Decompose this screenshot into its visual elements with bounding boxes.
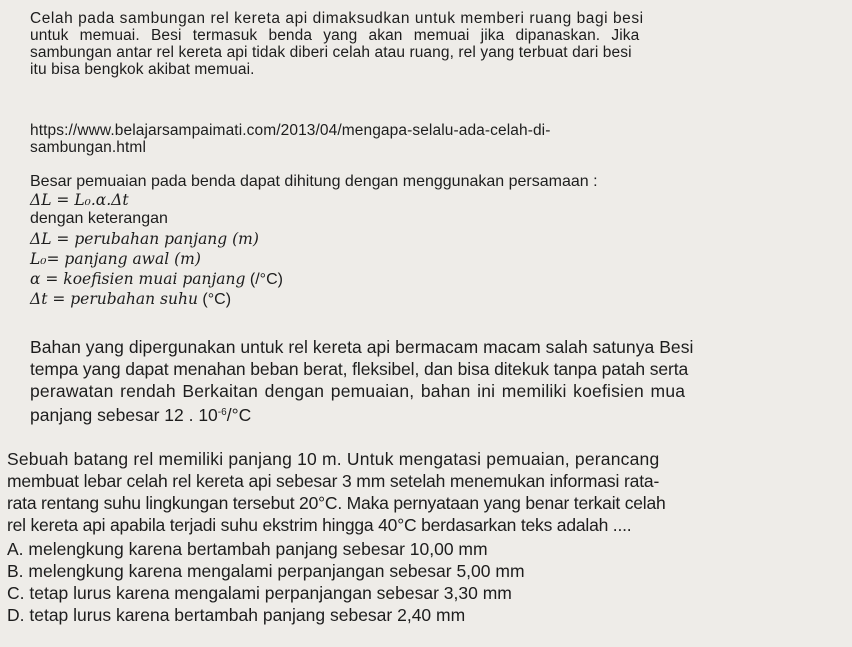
source-url-line: https://www.belajarsampaimati.com/2013/04/mengapa-selalu-ada-celah-di- (30, 122, 551, 139)
definition-alpha-text: α = koefisien muai panjang (30, 270, 246, 288)
definition-l0: L₀= panjang awal (m) (30, 250, 201, 268)
option-d[interactable]: D. tetap lurus karena bertambah panjang sebesar 2,40 mm (7, 605, 466, 625)
formula-equation: ΔL = L₀.α.Δt (30, 191, 129, 209)
source-url-line: sambungan.html (30, 139, 146, 156)
material-exponent: -6 (217, 407, 227, 418)
material-paragraph (30, 336, 840, 426)
definition-delta-t-text: Δt = perubahan suhu (30, 290, 198, 308)
intro-line: itu bisa bengkok akibat memuai. (30, 61, 255, 78)
intro-line: sambungan antar rel kereta api tidak diberi celah atau ruang, rel yang terbuat dari besi (30, 44, 632, 61)
material-last-line-prefix: panjang sebesar 12 . 10 (30, 405, 218, 425)
question-line: Sebuah batang rel memiliki panjang 10 m. Untuk mengatasi pemuaian, perancang (7, 449, 660, 469)
intro-line: untuk memuai. Besi termasuk benda yang akan memuai jika dipanaskan. Jika (30, 27, 640, 44)
intro-line: Celah pada sambungan rel kereta api dimaksudkan untuk memberi ruang bagi besi (30, 10, 644, 27)
option-a[interactable]: A. melengkung karena bertambah panjang sebesar 10,00 mm (7, 539, 488, 559)
definition-alpha (30, 270, 283, 289)
option-b[interactable]: B. melengkung karena mengalami perpanjangan sebesar 5,00 mm (7, 561, 525, 581)
option-c[interactable]: C. tetap lurus karena mengalami perpanjangan sebesar 3,30 mm (7, 583, 512, 603)
question-line: membuat lebar celah rel kereta api sebesar 3 mm setelah menemukan informasi rata- (7, 471, 660, 491)
intro-paragraph (30, 10, 830, 78)
definition-alpha-unit: (/°C) (249, 271, 283, 288)
question-line: rata rentang suhu lingkungan tersebut 20°C. Maka pernyataan yang benar terkait celah (7, 493, 666, 513)
legend-title: dengan keterangan (30, 210, 168, 227)
question-line: rel kereta api apabila terjadi suhu ekstrim hingga 40°C berdasarkan teks adalah .... (7, 515, 632, 535)
question-stem (7, 448, 847, 536)
material-last-line (30, 402, 840, 426)
definition-delta-t-unit: (°C) (202, 291, 232, 308)
material-line: tempa yang dapat menahan beban berat, fleksibel, dan bisa ditekuk tanpa patah serta (30, 359, 689, 379)
material-line: Bahan yang dipergunakan untuk rel kereta api bermacam macam salah satunya Besi (30, 337, 694, 357)
definition-delta-t (30, 290, 231, 309)
source-citation (30, 122, 550, 156)
definition-delta-l: ΔL = perubahan panjang (m) (30, 230, 259, 248)
formula-intro: Besar pemuaian pada benda dapat dihitung dengan menggunakan persamaan : (30, 173, 598, 190)
answer-options (7, 538, 525, 626)
material-line: perawatan rendah Berkaitan dengan pemuaian, bahan ini memiliki koefisien mua (30, 381, 686, 401)
material-unit: /°C (226, 405, 252, 425)
